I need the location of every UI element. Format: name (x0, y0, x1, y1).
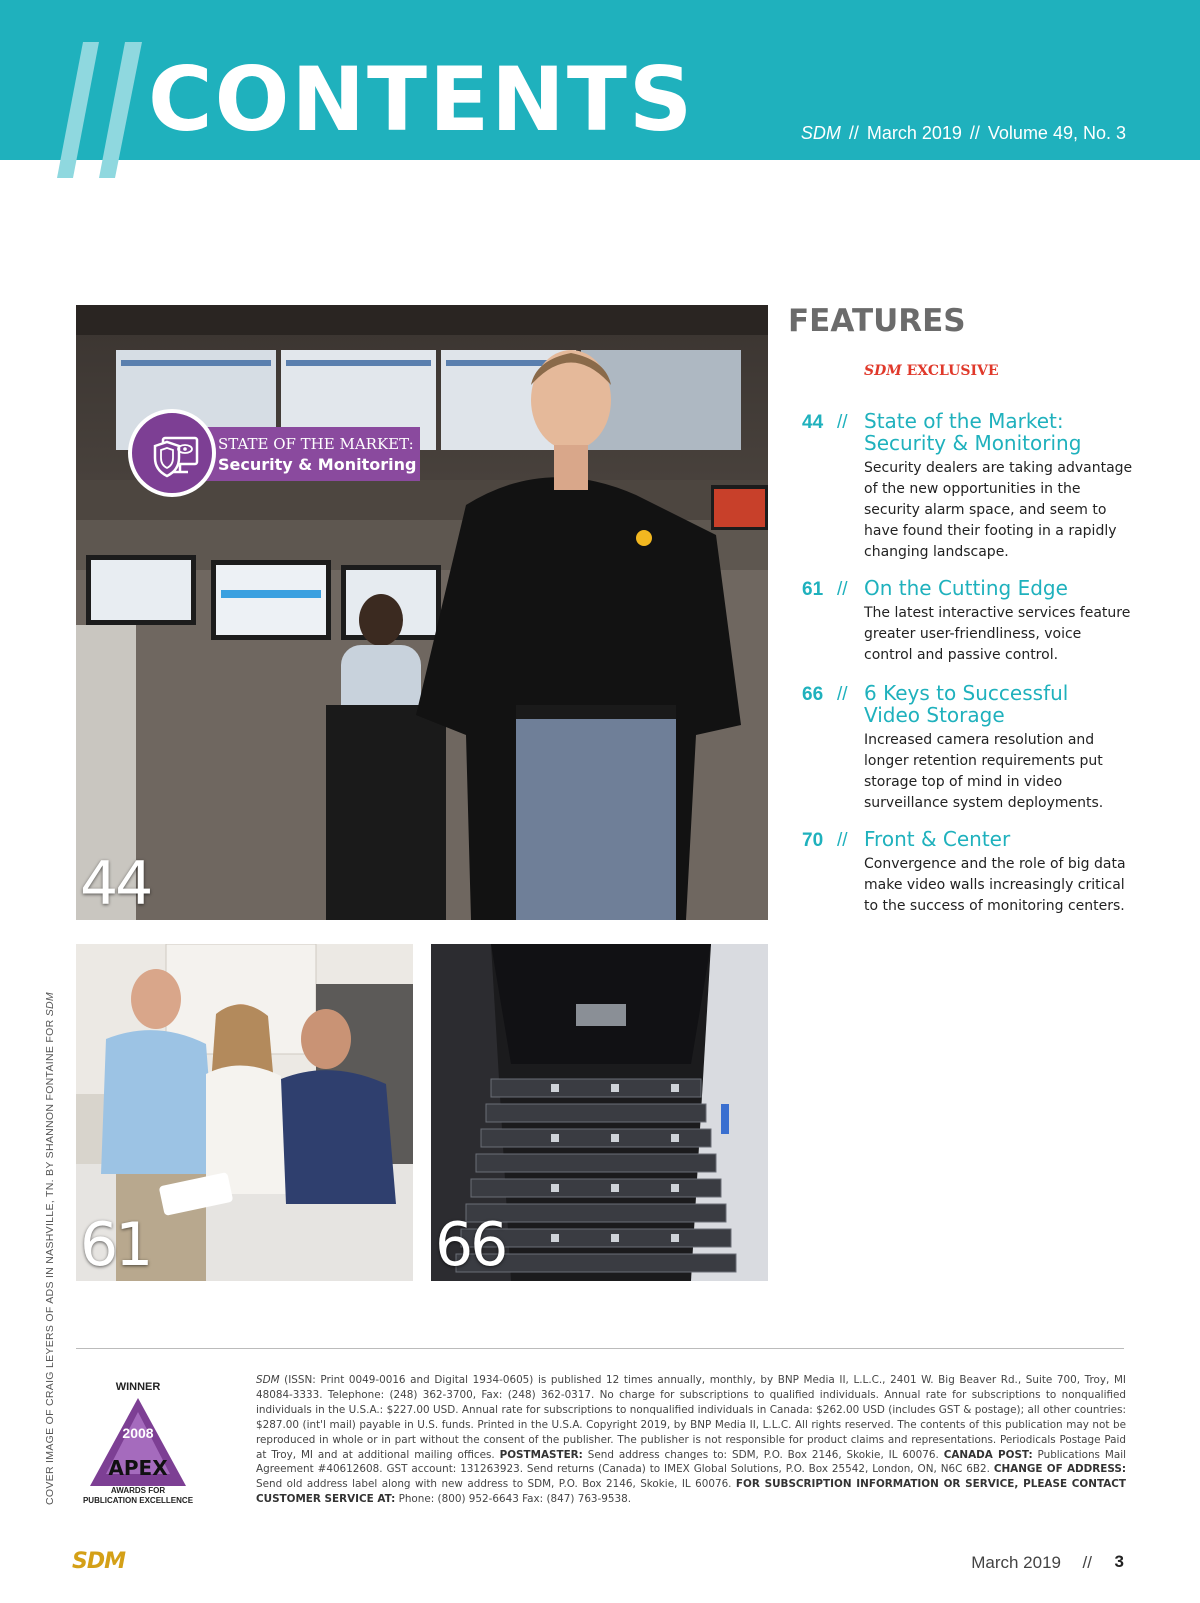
apex-sub-2: PUBLICATION EXCELLENCE (82, 1496, 194, 1505)
footer-divider (76, 1348, 1124, 1349)
feature-page-number: 61 (802, 579, 824, 600)
masthead-separator-2: // (969, 123, 980, 143)
feature-separator: // (837, 579, 848, 600)
change-of-address-text: Send old address label along with new address to SDM, P.O. Box 2146, Skokie, IL 60076. (256, 1478, 736, 1491)
exclusive-brand: SDM (864, 363, 902, 379)
postmaster-text: Send address changes to: SDM, P.O. Box 2146, Skokie, IL 60076. (582, 1448, 944, 1461)
feature-title[interactable]: On the Cutting Edge (864, 576, 1068, 600)
canada-post-label: CANADA POST: (943, 1448, 1033, 1461)
feature-page-number: 70 (802, 830, 824, 851)
badge-line-2: Security & Monitoring (218, 455, 417, 474)
subscription-text: Phone: (800) 952-6643 Fax: (847) 763-9538. (395, 1493, 632, 1506)
masthead-separator: // (848, 123, 859, 143)
apex-name: APEX (108, 1456, 168, 1480)
feature-description: The latest interactive services feature greater user-friendliness, voice control and passive control. (864, 605, 1131, 663)
feature-description: Security dealers are taking advantage of the new opportunities in the security alarm space, and seem to have found their footing in a rapidly changing landscape. (864, 460, 1133, 560)
feature-photo-61[interactable] (76, 944, 413, 1281)
feature-separator: // (837, 830, 848, 851)
feature-item-70[interactable] (802, 828, 1147, 917)
page-number: 3 (1114, 1552, 1124, 1571)
monitoring-center-image (76, 305, 768, 920)
legal-p1: (ISSN: Print 0049-0016 and Digital 1934-0605) is published 12 times annually, monthly, by BNP Media II, L.L.C., 2401 W. Big Beaver Rd., Suite 700, Troy, MI 48084-3333. Telephone: (248) 362-3700, Fax: (248) 362-0317. No charge for subscriptions to qualified individuals. Annual rate for subscriptions to nonqualified individuals in the U.S.A.: $227.00 USD. Annual rate for subscriptions to nonqualified individuals in Canada: $262.00 USD (includes GST & postage); all other countries: $287.00 (int'l mail) payable in U.S. funds. Printed in the U.S.A. Copyright 2019, by BNP Media II, L.L.C. All rights reserved. The contents of this publication may not be reproduced in whole or in part without the consent of the publisher. The publisher is not responsible for product claims and representations. Periodicals Postage Paid at Troy, MI and at additional mailing offices. (256, 1374, 1126, 1461)
feature-page-number: 44 (802, 412, 824, 433)
page-title: CONTENTS (148, 48, 695, 151)
masthead-magazine: SDM (800, 123, 841, 143)
feature-title[interactable]: Front & Center (864, 827, 1011, 851)
feature-description: Convergence and the role of big data make video walls increasingly critical to the success of monitoring centers. (864, 856, 1126, 914)
feature-separator: // (837, 684, 848, 705)
masthead-date: March 2019 (866, 123, 962, 143)
feature-photo-66[interactable] (431, 944, 768, 1281)
feature-item-44[interactable] (802, 410, 1147, 563)
subscription-label: FOR SUBSCRIPTION INFORMATION OR SERVICE, PLEASE CONTACT CUSTOMER SERVICE AT: (256, 1478, 1126, 1506)
main-photo-page-number: 44 (80, 849, 151, 919)
exclusive-text: EXCLUSIVE (906, 363, 999, 379)
photo-66-page-number: 66 (435, 1210, 506, 1280)
feature-item-66[interactable] (802, 682, 1147, 814)
badge-line-1: STATE OF THE MARKET: (218, 435, 414, 453)
shield-monitor-icon (149, 430, 203, 484)
apex-award-logo (78, 1378, 198, 1508)
feature-page-number: 66 (802, 684, 824, 705)
postmaster-label: POSTMASTER: (499, 1448, 583, 1461)
legal-brand: SDM (256, 1374, 280, 1386)
feature-title[interactable]: State of the Market: Security & Monitoring (864, 409, 1082, 455)
change-of-address-label: CHANGE OF ADDRESS: (993, 1463, 1126, 1476)
feature-title[interactable]: 6 Keys to Successful Video Storage (864, 681, 1069, 727)
sdm-exclusive-label (864, 363, 999, 379)
main-feature-photo[interactable] (76, 305, 768, 920)
masthead-volume: Volume 49, No. 3 (987, 123, 1126, 143)
legal-notice (256, 1373, 1126, 1507)
canada-post-text: Publications Mail Agreement #40612608. GST account: 131263923. Send returns (Canada) to IMEX Global Solutions, P.O. Box 25542, London, ON, N6C 6B2. (256, 1448, 1126, 1476)
footer-sdm-logo: SDM (72, 1549, 125, 1574)
apex-winner: WINNER (115, 1381, 161, 1393)
feature-item-61[interactable] (802, 577, 1147, 666)
header-banner (0, 0, 1200, 160)
apex-year: 2008 (122, 1425, 154, 1441)
cover-credit-text: COVER IMAGE OF CRAIG LEYERS OF ADS IN NASHVILLE, TN. BY SHANNON FONTAINE FOR (44, 1019, 56, 1505)
feature-description: Increased camera resolution and longer retention requirements put storage top of mind in video surveillance system deployments. (864, 732, 1104, 811)
photo-61-page-number: 61 (80, 1210, 151, 1280)
footer-date: March 2019 (971, 1553, 1061, 1572)
masthead (801, 123, 1126, 144)
cover-credit-brand: SDM (44, 992, 56, 1017)
cover-credit (44, 992, 56, 1505)
feature-separator: // (837, 412, 848, 433)
double-slash-icon (55, 40, 150, 180)
badge-circle (128, 409, 216, 497)
features-heading: FEATURES (788, 303, 966, 339)
footer-separator: // (1082, 1553, 1092, 1572)
apex-sub-1: AWARDS FOR (110, 1486, 166, 1495)
badge-label (200, 427, 420, 481)
